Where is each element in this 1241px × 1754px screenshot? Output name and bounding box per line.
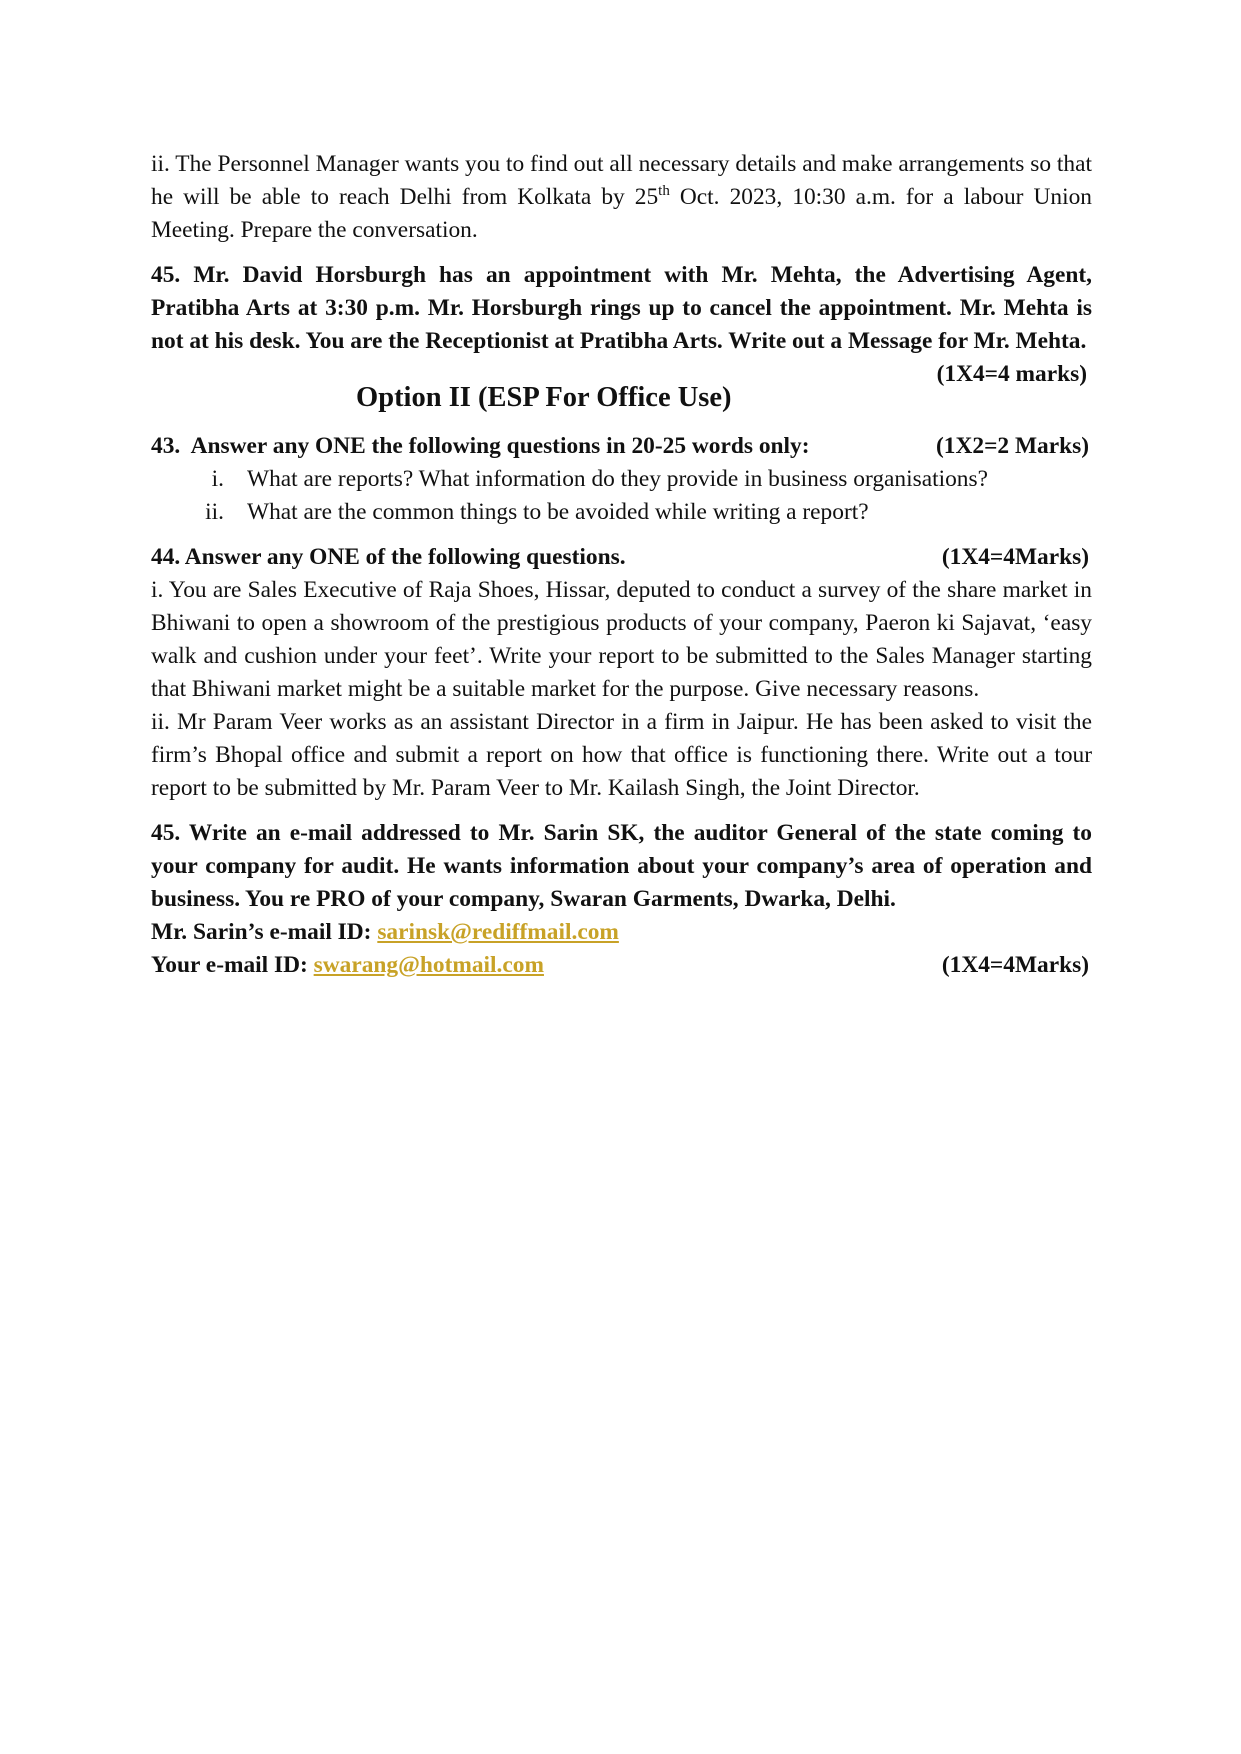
q45-sarin-email-label: Mr. Sarin’s e-mail ID: [151,919,378,945]
q45-your-email-line [151,949,544,982]
q44-prev-item-ii-sup: th [658,183,670,200]
q43-item-i [151,463,1092,496]
q43-item-i-number: i. [211,466,224,492]
q45-prev-marks: (1X4=4 marks) [936,361,1087,387]
q43-prompt [151,430,810,463]
q43-marks: (1X2=2 Marks) [936,433,1089,459]
q44-prev-item-ii [151,148,1092,247]
q44-prev-item-ii-tail: Oct. 2023, 10:30 a.m. for a labour Union Meeting. Prepare the conversation. [151,184,1092,243]
q44-prompt-row [151,541,1092,574]
q43-item-ii-text: What are the common things to be avoided while writing a report? [247,499,869,525]
q43-prompt-post: any ONE the following questions in 20-25 words only: [266,433,810,459]
q44-item-i: i. You are Sales Executive of Raja Shoes, Hissar, deputed to conduct a survey of the share market in Bhiwani to open a showroom of the prestigious products of your company, Paeron ki Sajavat, ‘easy walk and cushion under your feet’. Write your report to be submitted to the Sales Manager starting that Bhiwani market might be a suitable market for the purpose. Give necessary reasons. [151,577,1092,702]
q45-your-email-row [151,949,1092,982]
q44-prev-item-ii-lead: ii. The Personnel Manager wants you to find out all necessary details and make arrangements so that he will be able to reach Delhi from Kolkata by 25 [151,151,1092,210]
q45-prev-text: 45. Mr. David Horsburgh has an appointment with Mr. Mehta, the Advertising Agent, Pratibha Arts at 3:30 p.m. Mr. Horsburgh rings up to cancel the appointment. Mr. Mehta is not at his desk. You are the Receptionist at Pratibha Arts. Write out a Message for Mr. Mehta. [151,262,1092,354]
question-paper-page [151,148,1092,982]
q45-question: 45. Write an e-mail addressed to Mr. Sarin SK, the auditor General of the state coming to your company for audit. He wants information about your company’s area of operation and business. You re PRO of your company, Swaran Garments, Dwarka, Delhi. [151,820,1092,912]
q43-item-ii-number: ii. [205,499,224,525]
q44-marks: (1X4=4Marks) [941,544,1089,570]
your-email-link[interactable]: swarang@hotmail.com [313,952,544,978]
q43-number: 43. [151,433,181,459]
q45-marks: (1X4=4Marks) [941,952,1089,978]
q45-your-email-label: Your e-mail ID: [151,952,314,978]
sarin-email-link[interactable]: sarinsk@rediffmail.com [377,919,619,945]
q43-prompt-pre: Answer [190,433,267,459]
q43-items [151,463,1092,529]
q45-prev-question [151,259,1092,387]
q45-sarin-email-line [151,916,1092,949]
q44-prompt: 44. Answer any ONE of the following questions. [151,544,626,570]
q43-prompt-row [151,430,1092,463]
q43-item-ii [151,496,1092,529]
option-heading: Option II (ESP For Office Use) [356,382,732,413]
q43-item-i-text: What are reports? What information do they provide in business organisations? [247,466,988,492]
q44-item-ii: ii. Mr Param Veer works as an assistant Director in a firm in Jaipur. He has been asked to visit the firm’s Bhopal office and submit a report on how that office is functioning there. Write out a tour report to be submitted by Mr. Param Veer to Mr. Kailash Singh, the Joint Director. [151,709,1092,801]
